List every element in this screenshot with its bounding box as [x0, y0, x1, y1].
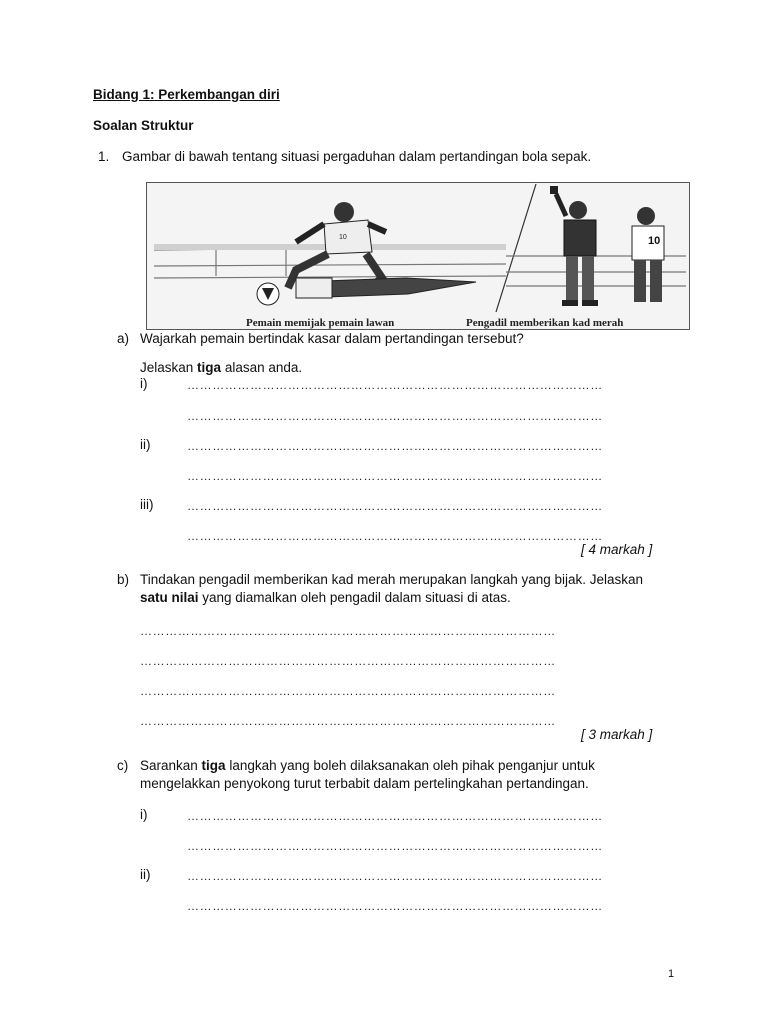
part-c-question-line2: mengelakkan penyokong turut terbabit dalam pertelingkahan pertandingan.: [140, 776, 589, 791]
answer-line[interactable]: ………………………………………………………………………………………: [140, 714, 556, 728]
answer-line[interactable]: ………………………………………………………………………………………: [140, 684, 556, 698]
section-title: Bidang 1: Perkembangan diri: [93, 87, 280, 102]
part-a-item-ii-label: ii): [140, 437, 151, 452]
part-a-label: a): [117, 331, 130, 346]
football-illustration: [146, 182, 690, 330]
caption-right: Pengadil memberikan kad merah: [466, 317, 624, 329]
subsection-title: Soalan Struktur: [93, 118, 194, 133]
part-c-question-line1: Sarankan tiga langkah yang boleh dilaksanakan oleh pihak penganjur untuk: [140, 758, 595, 773]
answer-line[interactable]: ………………………………………………………………………………………: [140, 624, 556, 638]
part-a-item-iii-label: iii): [140, 497, 154, 512]
caption-left: Pemain memijak pemain lawan: [246, 317, 395, 329]
jersey-number-right: 10: [648, 235, 661, 247]
question-text: Gambar di bawah tentang situasi pergaduhan dalam pertandingan bola sepak.: [122, 149, 592, 164]
answer-line[interactable]: ………………………………………………………………………………………: [187, 869, 603, 883]
part-a-question: Wajarkah pemain bertindak kasar dalam pertandingan tersebut?: [140, 331, 524, 346]
answer-line[interactable]: ………………………………………………………………………………………: [187, 439, 603, 453]
answer-line[interactable]: ………………………………………………………………………………………: [187, 899, 603, 913]
answer-line[interactable]: ………………………………………………………………………………………: [187, 409, 603, 423]
answer-line[interactable]: ………………………………………………………………………………………: [187, 499, 603, 513]
question-number: 1.: [98, 149, 110, 164]
part-a-item-i-label: i): [140, 376, 148, 391]
answer-line[interactable]: ………………………………………………………………………………………: [187, 378, 603, 392]
part-c-label: c): [117, 758, 129, 773]
part-b-marks: [ 3 markah ]: [581, 727, 653, 742]
part-c-item-ii-label: ii): [140, 867, 151, 882]
page-number: 1: [668, 968, 675, 980]
part-a-marks: [ 4 markah ]: [581, 542, 653, 557]
answer-line[interactable]: ………………………………………………………………………………………: [187, 529, 603, 543]
part-b-question-line1: Tindakan pengadil memberikan kad merah merupakan langkah yang bijak. Jelaskan: [140, 572, 644, 587]
part-b-question-line2: satu nilai yang diamalkan oleh pengadil dalam situasi di atas.: [140, 590, 511, 605]
jersey-number-left: 10: [339, 234, 347, 241]
answer-line[interactable]: ………………………………………………………………………………………: [187, 809, 603, 823]
answer-line[interactable]: ………………………………………………………………………………………: [187, 839, 603, 853]
part-b-label: b): [117, 572, 130, 587]
answer-line[interactable]: ………………………………………………………………………………………: [140, 654, 556, 668]
part-c-item-i-label: i): [140, 807, 148, 822]
part-a-instruction: Jelaskan tiga alasan anda.: [140, 360, 303, 375]
answer-line[interactable]: ………………………………………………………………………………………: [187, 469, 603, 483]
